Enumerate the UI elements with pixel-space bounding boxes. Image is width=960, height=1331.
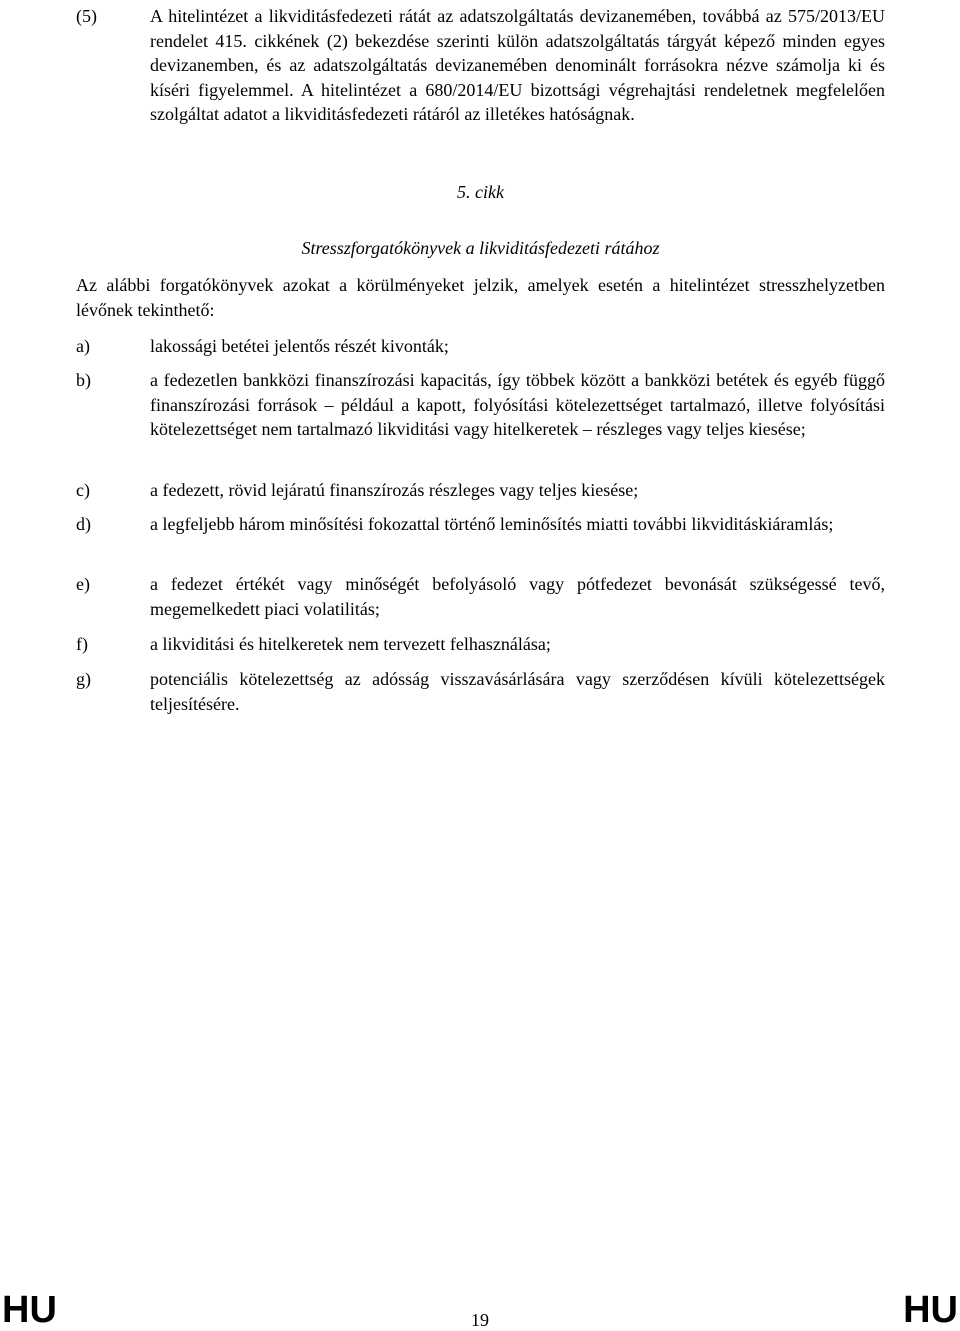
footer-language-right: HU bbox=[903, 1289, 958, 1331]
list-item-label: b) bbox=[76, 370, 91, 390]
list-item-label: a) bbox=[76, 336, 90, 356]
page-number: 19 bbox=[471, 1310, 489, 1330]
list-item-text: a fedezet értékét vagy minőségét befolyásoló vagy pótfedezet bevonását szükségessé tevő, megemelkedett piaci volatilitás; bbox=[150, 574, 885, 619]
list-item-label: e) bbox=[76, 574, 90, 594]
list-item-text: a legfeljebb három minősítési fokozattal történő leminősítés miatti további likviditáskiáramlás; bbox=[150, 514, 834, 534]
list-item-text: lakossági betétei jelentős részét kivonták; bbox=[150, 336, 449, 356]
article-number: 5. cikk bbox=[457, 182, 504, 202]
article-intro: Az alábbi forgatókönyvek azokat a körülményeket jelzik, amelyek esetén a hitelintézet stresszhelyzetben lévőnek tekinthető: bbox=[76, 275, 885, 320]
footer-language-left: HU bbox=[2, 1289, 57, 1331]
article-title: Stresszforgatókönyvek a likviditásfedezeti rátához bbox=[301, 238, 660, 258]
list-item-a bbox=[76, 334, 885, 359]
list-item-label: d) bbox=[76, 514, 91, 534]
list-item-f bbox=[76, 632, 885, 657]
list-item-g bbox=[76, 667, 885, 716]
paragraph-5 bbox=[76, 4, 885, 127]
list-item-text: a likviditási és hitelkeretek nem tervezett felhasználása; bbox=[150, 634, 551, 654]
list-item-text: a fedezett, rövid lejáratú finanszírozás részleges vagy teljes kiesése; bbox=[150, 480, 639, 500]
list-item-label: c) bbox=[76, 480, 90, 500]
paragraph-text: A hitelintézet a likviditásfedezeti rátát az adatszolgáltatás devizanemében, továbbá az 575/2013/EU rendelet 415. cikkének (2) bekezdése szerinti külön adatszolgáltatás tárgyát képező minden egyes devizanemben, és az adatszolgáltatás devizanemében denominált forrásokra nézve számolja ki és kíséri figyelemmel. A hitelintézet a 680/2014/EU bizottsági végrehajtási rendeletnek megfelelően szolgáltat adatot a likviditásfedezeti rátáról az illetékes hatóságnak. bbox=[150, 6, 885, 124]
list-item-d bbox=[76, 512, 885, 537]
list-item-label: g) bbox=[76, 669, 91, 689]
list-item-label: f) bbox=[76, 634, 88, 654]
list-item-text: a fedezetlen bankközi finanszírozási kapacitás, így többek között a bankközi betétek és egyéb függő finanszírozási források – például a kapott, folyósítási kötelezettséget tartalmazó, illetve folyósítási kötelezettséget nem tartalmazó likviditási vagy hitelkeretek – részleges vagy teljes kiesése; bbox=[150, 370, 885, 439]
list-item-text: potenciális kötelezettség az adósság visszavásárlására vagy szerződésen kívüli kötelezettségek teljesítésére. bbox=[150, 669, 885, 714]
list-item-c bbox=[76, 478, 885, 503]
list-item-e bbox=[76, 572, 885, 621]
paragraph-number: (5) bbox=[76, 6, 97, 26]
list-item-b bbox=[76, 368, 885, 442]
